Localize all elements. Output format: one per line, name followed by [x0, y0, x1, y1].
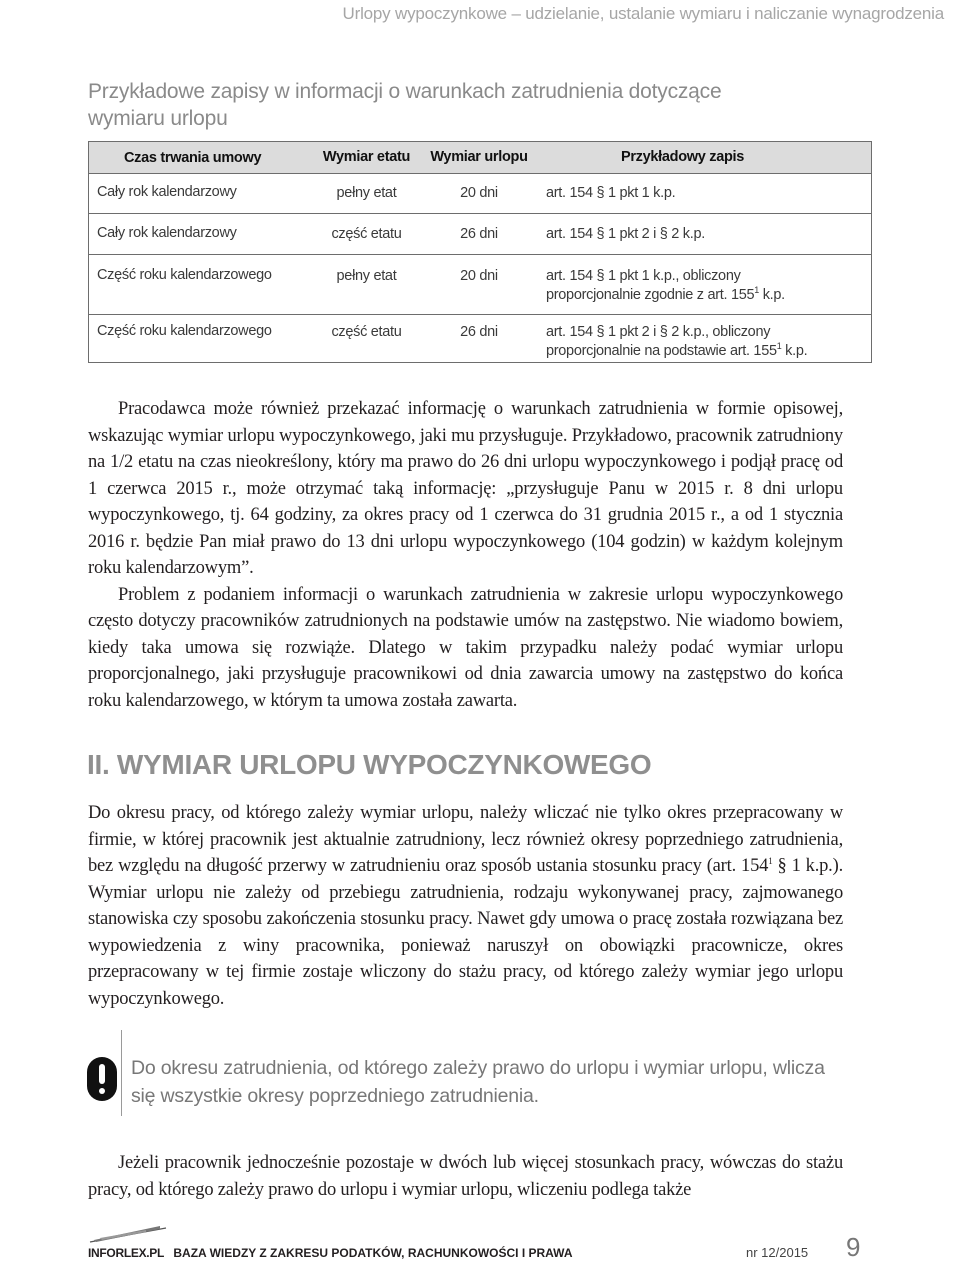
table-row: [89, 255, 871, 315]
notice-divider: [121, 1030, 122, 1116]
table-row: [89, 214, 871, 255]
body-section-2: [88, 800, 843, 1012]
page-number: 9: [846, 1232, 861, 1261]
note-superscript: 1: [754, 285, 759, 296]
running-head: Urlopy wypoczynkowe – udzielanie, ustalanie wymiaru i naliczanie wynagrodzenia: [342, 4, 944, 23]
cell-period: Cały rok kalendarzowy: [97, 184, 237, 200]
note-suffix: k.p.: [781, 343, 808, 359]
paragraph-text-continued: § 1 k.p.). Wymiar urlopu nie zależy od przebiegu zatrudnienia, rodzaju wykonywanej pracy, zajmowanego stanowiska czy sposobu zakończenia stosunku pracy. Nawet gdy umowa o pracę została rozwiązana bez wypowiedzenia z winy pracownika, ponieważ naruszył on obowiązki pracownicze, okres przepracowany w tej firmie zostaje wliczony do stażu pracy, od którego zależy wymiar jego urlopu wypoczynkowego.: [88, 856, 843, 1009]
note-text: proporcjonalnie zgodnie z art. 155: [546, 287, 755, 303]
exclamation-icon: [87, 1057, 117, 1101]
table-row: [89, 315, 871, 362]
cell-period: Część roku kalendarzowego: [97, 267, 272, 283]
superscript: 1: [768, 855, 773, 866]
cell-leave: 20 dni: [460, 268, 498, 284]
cell-period: Część roku kalendarzowego: [97, 323, 272, 339]
cell-fte: część etatu: [331, 226, 402, 242]
cell-leave: 26 dni: [460, 324, 498, 340]
note-text: proporcjonalnie na podstawie art. 155: [546, 343, 777, 359]
cell-fte: pełny etat: [336, 185, 397, 201]
paragraph: Jeżeli pracownik jednocześnie pozostaje w dwóch lub więcej stosunkach pracy, wówczas do stażu pracy, od którego zależy prawo do urlopu i wymiar urlopu, wliczeniu podlega także: [88, 1153, 843, 1200]
body-section-1: [88, 396, 843, 714]
table-row: [89, 174, 871, 214]
notice-text: Do okresu zatrudnienia, od którego zależy prawo do urlopu i wymiar urlopu, wlicza się wszystkie okresy poprzedniego zatrudnienia.: [131, 1057, 825, 1107]
inforlex-logo-icon: [88, 1222, 168, 1244]
note-line-1: art. 154 § 1 pkt 1 k.p., obliczony: [546, 268, 741, 284]
note-line-1: art. 154 § 1 pkt 1 k.p.: [546, 185, 676, 201]
body-section-3: [88, 1150, 843, 1203]
footer-tagline: BAZA WIEDZY Z ZAKRESU PODATKÓW, RACHUNKOWOŚCI I PRAWA: [173, 1246, 573, 1260]
note-suffix: k.p.: [758, 287, 785, 303]
note-line-2: [546, 342, 871, 361]
cell-note: [534, 184, 871, 205]
cell-leave: 20 dni: [460, 185, 498, 201]
note-line-1: art. 154 § 1 pkt 2 i § 2 k.p., obliczony: [546, 324, 771, 340]
cell-note: [534, 323, 871, 359]
table-caption: Przykładowe zapisy w informacji o warunkach zatrudnienia dotyczące wymiaru urlopu: [88, 80, 722, 130]
header-fte: Wymiar etatu: [322, 149, 411, 165]
section-heading: II. WYMIAR URLOPU WYPOCZYNKOWEGO: [87, 749, 652, 780]
note-line-1: art. 154 § 1 pkt 2 i § 2 k.p.: [546, 226, 705, 242]
header-period: Czas trwania umowy: [124, 149, 262, 166]
cell-leave: 26 dni: [460, 226, 498, 242]
issue-number: nr 12/2015: [746, 1245, 809, 1260]
paragraph: Problem z podaniem informacji o warunkach zatrudnienia w zakresie urlopu wypoczynkowego często dotyczy pracowników zatrudnionych na podstawie umów na zastępstwo. Nie wiadomo bowiem, kiedy taka umowa się rozwiąże. Dlatego w takim przypadku należy podać wymiar urlopu proporcjonalnego, jaki przysługuje pracownikowi od dnia zawarcia umowy na zastępstwo do końca roku kalendarzowego, w którym ta umowa została zawarta.: [88, 584, 843, 711]
cell-note: [534, 225, 871, 246]
header-leave: Wymiar urlopu: [430, 149, 528, 165]
note-line-2: [546, 286, 871, 305]
footer: [88, 1246, 573, 1260]
paragraph-text: Do okresu pracy, od którego zależy wymiar urlopu, należy wliczać nie tylko okres przepracowany w firmie, w której pracownik jest aktualnie zatrudniony, lecz również okresy poprzedniego zatrudnienia, bez względu na długość przerwy w zatrudnieniu oraz sposób ustania stosunku pracy (art. 154: [88, 803, 843, 876]
cell-note: [534, 267, 871, 306]
paragraph: Pracodawca może również przekazać informację o warunkach zatrudnienia w formie opisowej, wskazując wymiar urlopu wypoczynkowego, jaki mu przysługuje. Przykładowo, pracownik zatrudniony na 1/2 etatu na czas nieokreślony, który ma prawo do 26 dni urlopu wypoczynkowego i podjął pracę od 1 czerwca 2015 r., może otrzymać taką informację: „przysługuje Panu w 2015 r. 8 dni urlopu wypoczynkowego, tj. 64 godziny, za okres pracy od 1 czerwca do 31 grudnia 2015 r., a od 1 stycznia 2016 r. będzie Pan miał prawo do 13 dni urlopu wypoczynkowego (104 godzin) w każdym kolejnym roku kalendarzowym”.: [88, 399, 843, 578]
cell-period: Cały rok kalendarzowy: [97, 225, 237, 241]
note-superscript: 1: [776, 341, 782, 352]
cell-fte: pełny etat: [336, 268, 397, 284]
leave-table: [88, 141, 872, 363]
paragraph: [88, 800, 843, 1012]
footer-brand: INFORLEX.PL: [88, 1246, 165, 1260]
cell-fte: część etatu: [331, 324, 402, 340]
header-note: Przykładowy zapis: [620, 149, 745, 165]
table-header-row: [89, 141, 871, 174]
